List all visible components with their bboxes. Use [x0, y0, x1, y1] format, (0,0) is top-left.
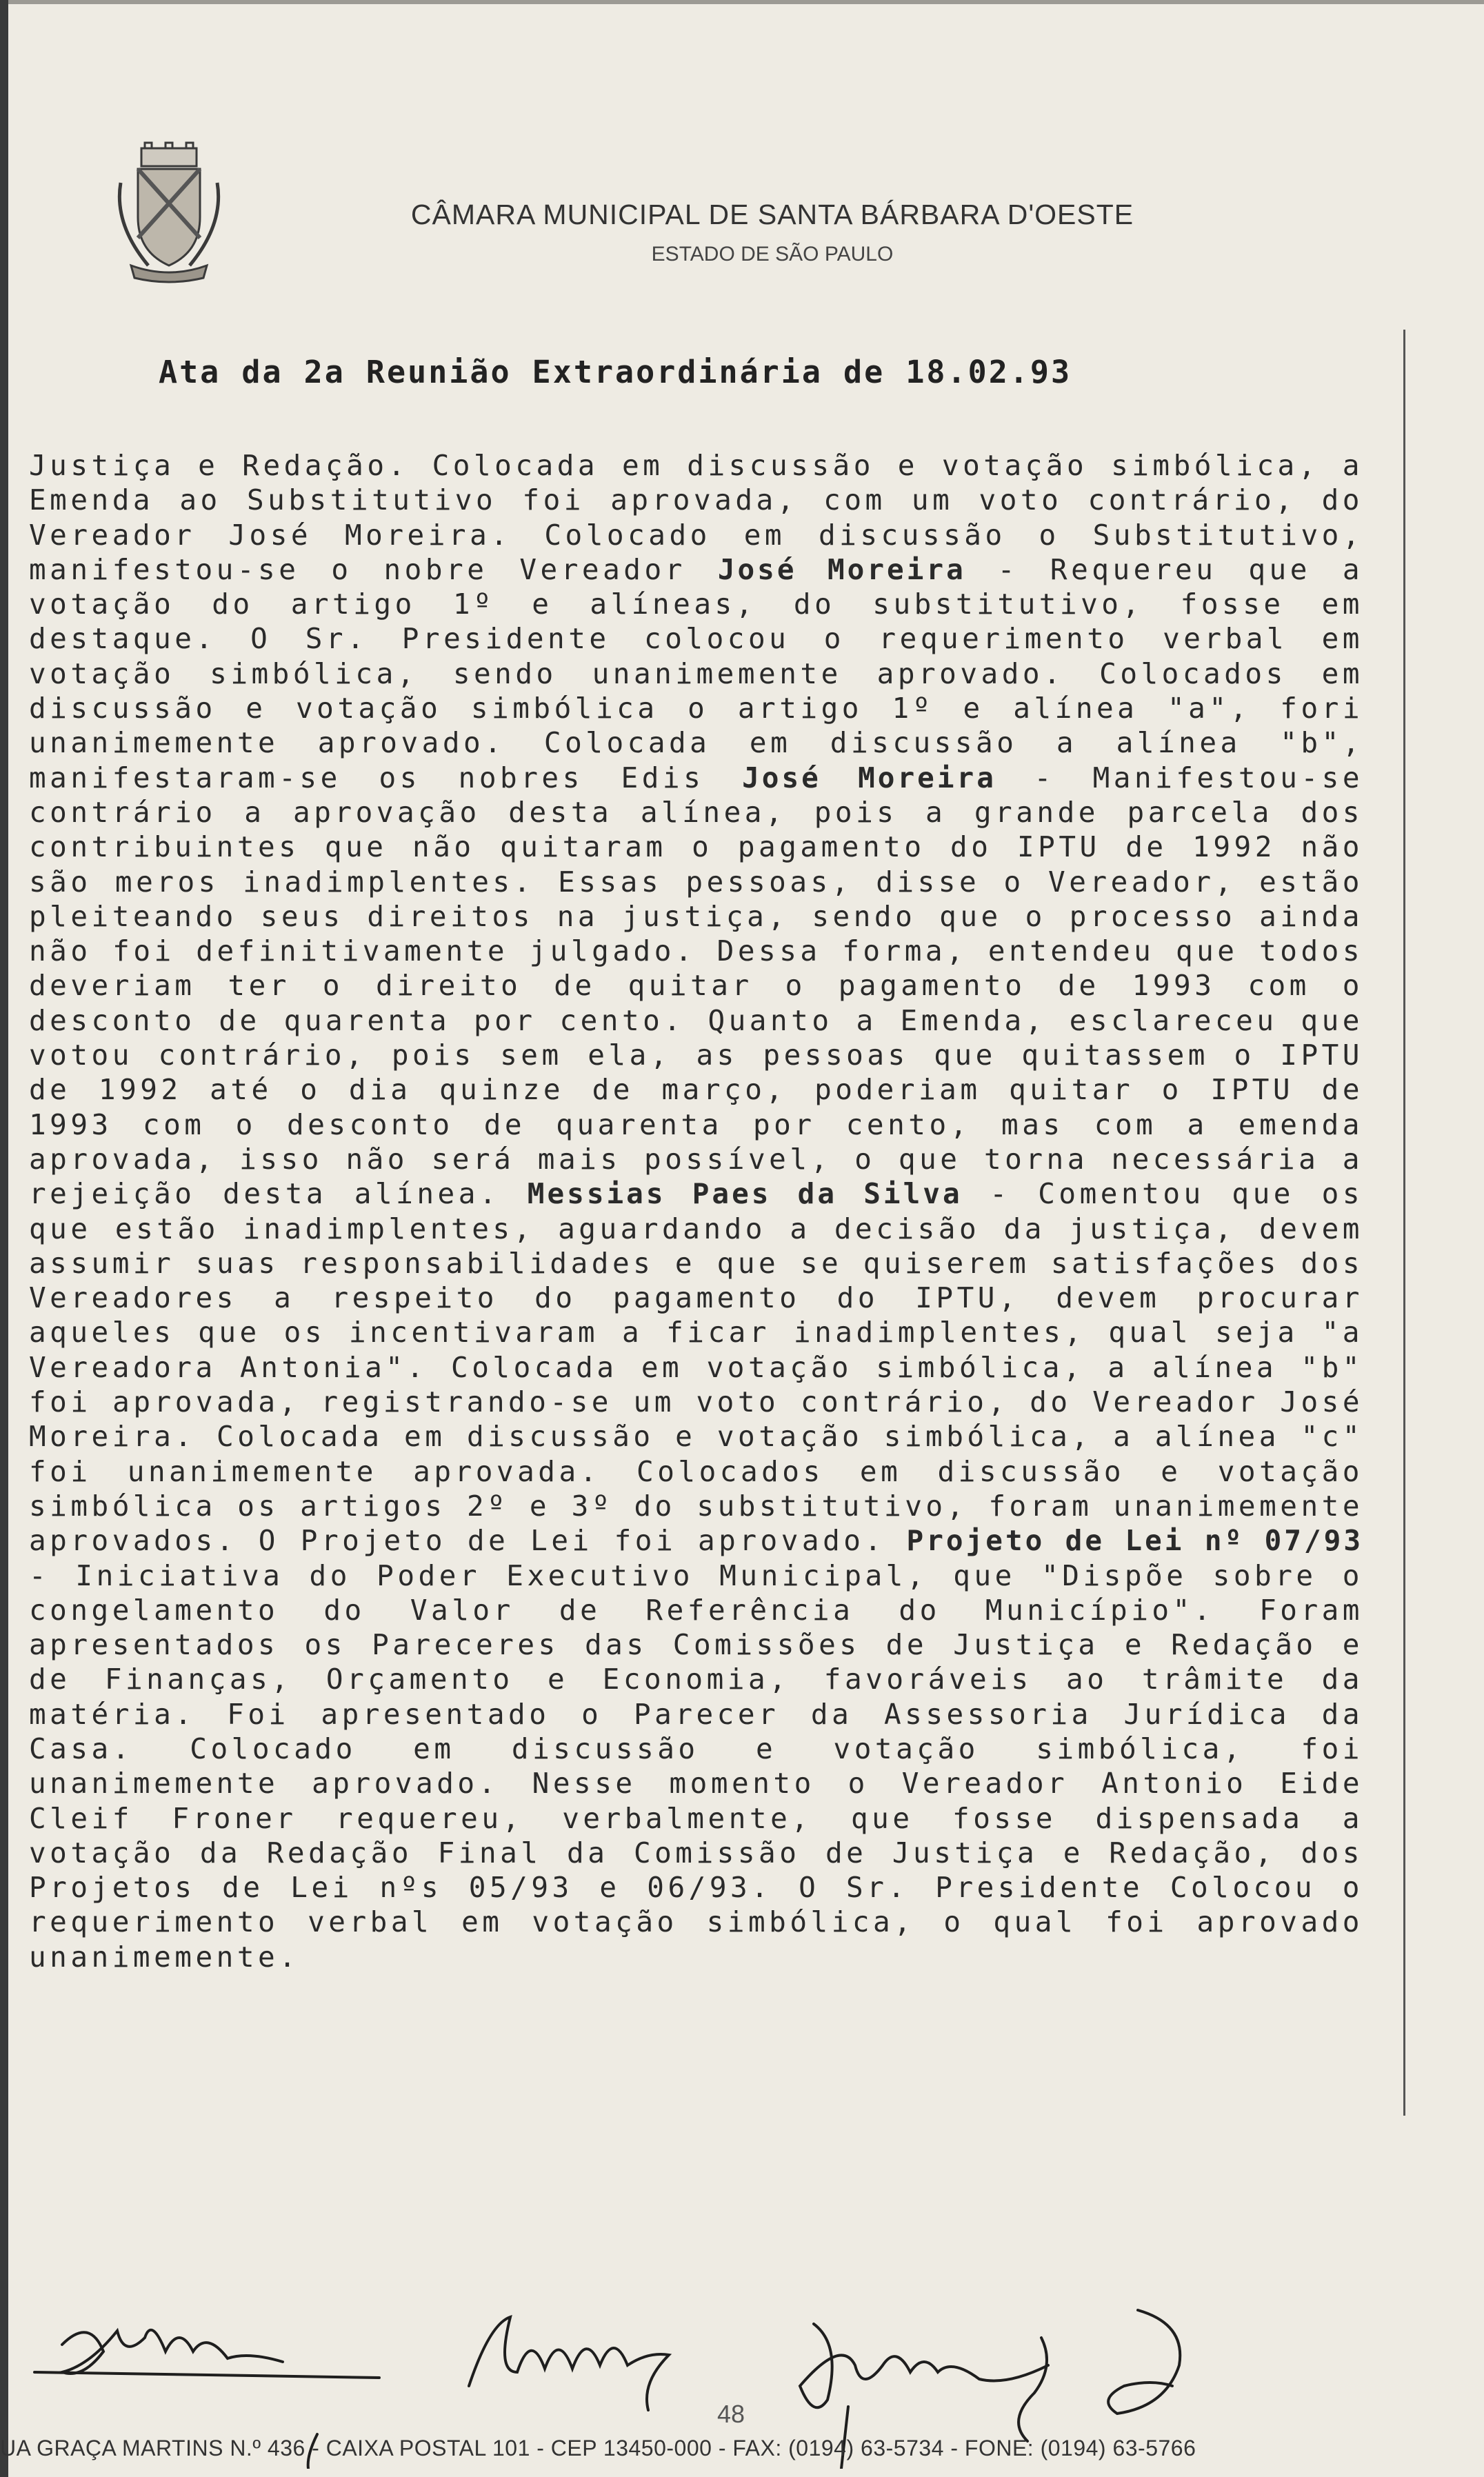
signature-1	[34, 2330, 379, 2378]
page-left-edge	[0, 0, 8, 2477]
speaker-name: José Moreira	[717, 552, 966, 586]
state-name: ESTADO DE SÃO PAULO	[651, 243, 894, 265]
body-text: - Requereu que a votação do artigo 1º e alíneas, do substitutivo, fosse em destaque. O Sr. Presidente colocou o requerimento verbal em votação simbólica, sendo unanimemente aprovado. Colocados em discussão e votação simbólica o artigo 1º e alínea "a", fori unanimemente aprovado. Colocada em discussão a alínea "b", manifestaram-se os nobres Edis	[29, 552, 1364, 794]
signature-4	[1019, 2310, 1180, 2441]
body-text: Justiça e Redação. Colocada em discussão e votação simbólica, a Emenda ao Substitutivo foi aprovada, com um voto contrário, do Vereador José Moreira. Colocado em discussão o Substitutivo, manifestou-se o nobre Vereador	[29, 449, 1363, 586]
document-title: Ata da 2a Reunião Extraordinária de 18.02.93	[159, 354, 1072, 390]
page-top-edge	[0, 0, 1484, 4]
signature-3	[800, 2324, 1048, 2407]
speaker-name: José Moreira	[742, 761, 996, 794]
footer-address: UA GRAÇA MARTINS N.º 436 - CAIXA POSTAL 101 - CEP 13450-000 - FAX: (0194) 63-5734 - FONE: (0194) 63-5766	[0, 2436, 1196, 2460]
organization-name: CÂMARA MUNICIPAL DE SANTA BÁRBARA D'OESTE	[410, 199, 1134, 230]
body-text: - Comentou que os que estão inadimplentes, aguardando a decisão da justiça, devem assumir suas responsabilidades e que se quiserem satisfações dos Vereadores a respeito do pagamento do IPTU, devem procurar aqueles que os incentivaram a ficar inadimplentes, qual seja "a Vereadora Antonia". Colocada em votação simbólica, a alínea "b" foi aprovada, registrando-se um voto contrário, do Vereador José Moreira. Colocada em discussão e votação simbólica, a alínea "c" foi unanimemente aprovada. Colocados em discussão e votação simbólica os artigos 2º e 3º do substitutivo, foram unanimemente aprovados. O Projeto de Lei foi aprovado.	[29, 1177, 1364, 1558]
right-margin-line	[1403, 330, 1405, 2116]
minutes-body	[29, 448, 1363, 1974]
city-crest-icon	[110, 141, 228, 286]
bill-heading: Projeto de Lei nº 07/93	[906, 1524, 1363, 1558]
page-number: 48	[717, 2400, 745, 2428]
signature-2	[469, 2317, 669, 2410]
speaker-name: Messias Paes da Silva	[527, 1177, 963, 1211]
body-text: - Manifestou-se contrário a aprovação desta alínea, pois a grande parcela dos contribuintes que não quitaram o pagamento do IPTU de 1992 não são meros inadimplentes. Essas pessoas, disse o Vereador, estão pleiteando seus direitos na justiça, sendo que o processo ainda não foi definitivamente julgado. Dessa forma, entendeu que todos deveriam ter o direito de quitar o pagamento de 1993 com o desconto de quarenta por cento. Quanto a Emenda, esclareceu que votou contrário, pois sem ela, as pessoas que quitassem o IPTU de 1992 até o dia quinze de março, poderiam quitar o IPTU de 1993 com o desconto de quarenta por cento, mas com a emenda aprovada, isso não será mais possível, o que torna necessária a rejeição desta alínea.	[29, 761, 1364, 1211]
body-text: - Iniciativa do Poder Executivo Municipal, que "Dispõe sobre o congelamento do Valor de Referência do Município". Foram apresentados os Pareceres das Comissões de Justiça e Redação e de Finanças, Orçamento e Economia, favoráveis ao trâmite da matéria. Foi apresentado o Parecer da Assessoria Jurídica da Casa. Colocado em discussão e votação simbólica, foi unanimemente aprovado. Nesse momento o Vereador Antonio Eide Cleif Froner requereu, verbalmente, que fosse dispensada a votação da Redação Final da Comissão de Justiça e Redação, dos Projetos de Lei nºs 05/93 e 06/93. O Sr. Presidente Colocou o requerimento verbal em votação simbólica, o qual foi aprovado unanimemente.	[29, 1558, 1363, 1974]
